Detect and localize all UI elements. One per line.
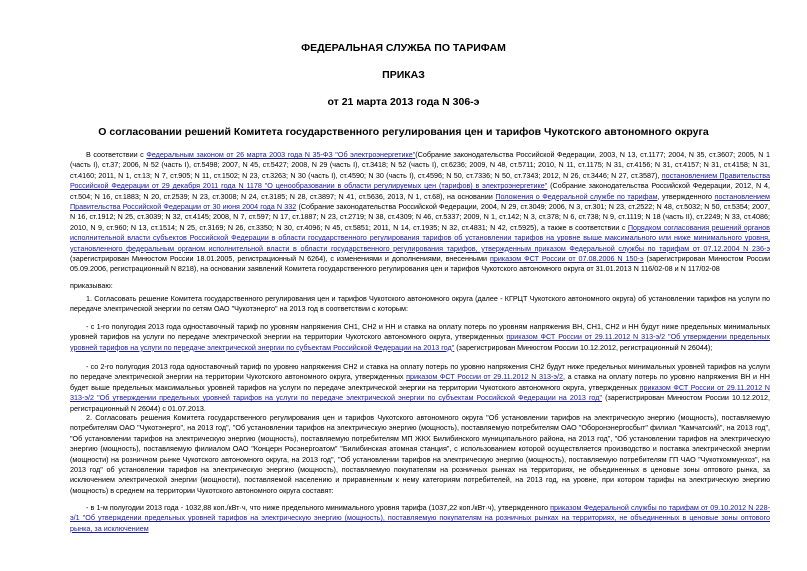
link-federal-law-35fz[interactable]: Федеральным законом от 26 марта 2003 года N 35-ФЗ "Об электроэнергетике" [146,150,416,159]
document-date-number: от 21 марта 2013 года N 306-э [327,96,480,108]
item-2a-text-1: - в 1-м полугодии 2013 года - 1032,88 коп./кВт·ч, что ниже предельного минимального уровня тарифа (1037,22 коп./кВт·ч), утвержденного [86,503,551,512]
preamble-text-1: В соответствии с [86,150,147,159]
link-approval-procedure-236e[interactable]: Порядком согласования решений органов исполнительной власти субъектов Российской Федерации в области государственного регулирования тарифов об установлении тарифов на уровне выше максимального или ниже минимального уровня, установленного федеральным органом исполнительной власти в области государственного регулирования тарифов, утвержденным приказом Федеральной службы по тарифам от 07.12.2004 N 236-э [70,222,770,253]
preamble-text-4: , утвержденного [657,191,715,201]
preamble-text-3: (Собрание законодательства Российской Федерации, 2012, N 4, ст.504; N 16, ст.1883; N 20, ст.2539; N 23, ст.3008; N 24, ст.3185; N 28, ст.3897; N 41, ст.5636, 2013, N 1, ст.68), на основании [70,181,771,201]
link-government-decree-1178[interactable]: постановлением Правительства Российской Федерации от 29 декабря 2011 года N 1178 "О ценообразовании в области регулируемых цен (тарифов) в электроэнергетике" [70,170,770,191]
link-fst-order-150e[interactable]: приказом ФСТ России от 07.08.2006 N 150-э [489,254,644,264]
preamble-text-7: (зарегистрирован Минюстом России 05.09.2006, регистрационный N 8218), на основании заявлений Комитета государственного регулирования цен и тарифов Чукотского автономного округа от 31.01.2013 N 116/02-08 и N 117/02-08 [70,254,771,274]
link-fst-order-313e2[interactable]: приказом ФСТ России от 29.11.2012 N 313-э/2 "Об утверждении предельных уровней тарифов на услуги по передаче электрической энергии по субъектам Российской Федерации на 2013 год" [70,332,770,352]
item-1b-text-2: , а ставка на оплату потерь по уровню напряжения ВН и НН будет выше предельных максимальных уровней тарифов на услуги по передаче электрической энергии на территории Чукотского автономного округа, утвержденных [70,372,770,392]
agency-heading: ФЕДЕРАЛЬНАЯ СЛУЖБА ПО ТАРИФАМ [301,42,506,54]
document-type-heading: ПРИКАЗ [382,69,425,81]
document-subject: О согласовании решений Комитета государственного регулирования цен и тарифов Чукотского автономного округа [98,126,709,138]
item-2-paragraph: 2. Согласовать решения Комитета государственного регулирования цен и тарифов Чукотского автономного округа "Об установлении тарифов на электрическую энергию (мощность), поставляемую потребителям ОАО "Чукотэнерго", на 2013 год", "Об установлении тарифов на электрическую энергию (мощность), поставляемую потребителям ОАО "Оборонэнергосбыт" филиал "Камчатский", на 2013 год", "Об установлении тарифов на электрическую энергию (мощность), поставляемую потребителям МП ЖКХ Билибинского муниципального района, на 2013 год", "Об установлении тарифов на электрическую энергию (мощность), поставляемую филиалом ОАО "Концерн Росэнергоатом" "Билибинская атомная станция", с использованием которой осуществляется производство и поставка электрической энергии (мощности) на розничном рынке Чукотского автономного округа, на 2013 год", "Об установлении тарифов на электрическую энергию (мощность), поставляемую потребителям ГП ЧАО "Чукоткоммунхоз", на 2013 год" об установлении тарифов на электрическую энергию (мощность), поставляемую покупателям на розничных рынках на территориях, не объединенных в ценовые зоны оптового рынка, за исключением электрической энергии (мощности), поставляемой населению и приравненным к нему категориям потребителей, на 2013 год, на уровне, при котором тарифы на электрическую энергию (мощность) в среднем на территории Чукотского автономного округа составят: [70,413,770,495]
orders-label: приказываю: [70,281,113,290]
link-fst-order-228e1[interactable]: приказом Федеральной службы по тарифам от 09.10.2012 N 228-э/1 "Об утверждении предельных уровней тарифов на электрическую энергию (мощность), поставляемую покупателям на розничных рынках на территориях, не объединенных в ценовые зоны оптового рынка, за исключением [70,503,770,533]
item-1a-paragraph [70,322,770,353]
preamble-paragraph [70,150,770,275]
preamble-text-2: (Собрание законодательства Российской Федерации, 2003, N 13, ст.1177; 2004, N 35, ст.3607; 2005, N 1 (часть I), ст.37; 2006, N 52 (часть I), ст.5498; 2007, N 45, ст.5427; 2008, N 29 (часть I), ст.3418; N 52 (часть I), ст.6236; 2009, N 48, ст.5711; 2010, N 11, ст.1175; N 31, ст.4156; N 31, ст.4157; N 31, ст.4158; N 31, ст.4160; 2011, N 1, ст.13; N 7, ст.905; N 11, ст.1502; N 23, ст.3263; N 30 (часть I), ст.4590; N 30 (часть I), ст.4596; N 50, ст.7336; N 50, ст.7343; 2012, N 26, ст.3446; N 27, ст.3587), [70,150,770,180]
link-fst-order-313e2-short[interactable]: приказом ФСТ России от 29.11.2012 N 313-э/2 [406,372,564,382]
link-fst-order-313e2-full[interactable]: приказом ФСТ России от 29.11.2012 N 313-э/2 "Об утверждении предельных уровней тарифов на услуги по передаче электрической энергии по субъектам Российской Федерации на 2013 год" [70,382,770,403]
item-1a-text-1: - с 1-го полугодия 2013 года одноставочный тариф по уровням напряжения СН1, СН2 и НН и ставка на оплату потерь по уровням напряжения ВН, СН1, СН2 и НН будут ниже предельных минимальных уровней тарифов на услуги по передаче электрической энергии на территории Чукотского автономного округа, утвержденных [70,322,770,342]
item-2a-paragraph [70,503,770,534]
preamble-text-5: (Собрание законодательства Российской Федерации, 2004, N 29, ст.3049; 2006, N 3, ст.301; N 23, ст.2522; N 48, ст.5032; N 50, ст.5354; 2007, N 16, ст.1912; N 25, ст.3039; N 32, ст.4145; 2008, N 7, ст.597; N 17, ст.1887; N 23, ст.2719; N 38, ст.4309; N 46, ст.5337; 2009, N 1, ст.142; N 3, ст.378; N 6, ст.738; N 9, ст.1119; N 18 (часть II), ст.2249; N 33, ст.4086; 2010, N 9, ст.960; N 13, ст.1514; N 25, ст.3169; N 26, ст.3350; N 30, ст.4096; N 45, ст.5851; 2011, N 14, ст.1935; N 32, ст.4831; N 42, ст.5925), а также в соответствии с [70,202,770,232]
item-1b-paragraph [70,362,770,414]
item-1a-text-2: (зарегистрирован Минюстом России 10.12.2012, регистрационный N 26044); [454,342,713,352]
item-1b-text-1: - со 2-го полугодия 2013 года одноставочный тариф по уровню напряжения СН2 и ставка на оплату потерь по уровню напряжения СН2 будут ниже предельных минимальных уровней тарифов на услуги по передаче электрической энергии на территории Чукотского автономного округа, утвержденных [70,362,770,382]
item-1b-text-3: (зарегистрирован Минюстом России 10.12.2012, регистрационный N 26044) с 01.07.2013. [70,393,770,413]
item-1-paragraph: 1. Согласовать решение Комитета государственного регулирования цен и тарифов Чукотского автономного округа (далее - КГРЦТ Чукотского автономного округа) об установлении тарифов на услуги по передаче электрической энергии по сетям ОАО "Чукотэнерго" на 2013 год в соответствии с которым: [70,294,770,314]
preamble-text-6: (зарегистрирован Минюстом России 18.01.2005, регистрационный N 6264), с изменениями и дополнениями, внесенными [70,254,490,264]
link-government-decree-332[interactable]: постановлением Правительства Российской Федерации от 30 июня 2004 года N 332 [70,191,770,212]
link-fst-regulation[interactable]: Положения о Федеральной службе по тарифам [495,191,658,201]
